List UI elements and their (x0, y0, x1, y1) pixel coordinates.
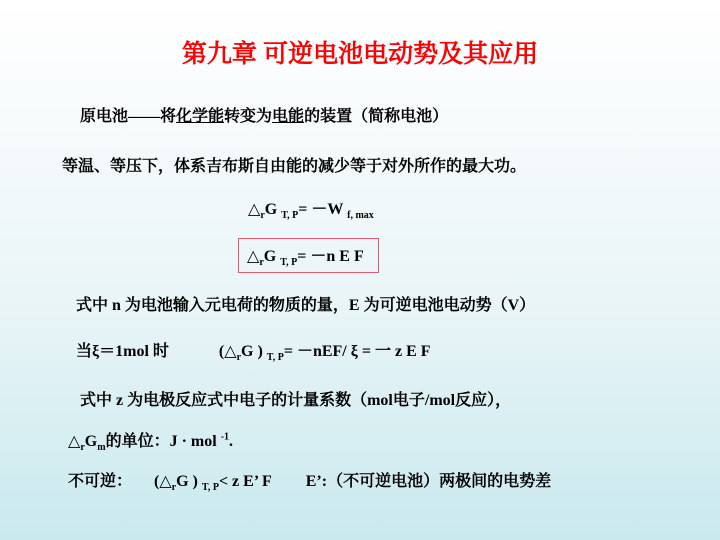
text-segment: < z E’ F (218, 473, 272, 490)
z-explanation: 式中 z 为电极反应式中电子的计量系数（mol电子/mol反应）， (80, 392, 512, 409)
electrical-energy-term: 电能 (272, 108, 305, 125)
delta-symbol: △ (247, 248, 260, 265)
subscript-tp: T, P (281, 210, 299, 222)
text-segment: G ) (176, 473, 198, 490)
text-segment: G ) (241, 343, 263, 360)
delta-symbol: △ (68, 433, 81, 450)
xi-equation-line (76, 338, 431, 363)
galvanic-cell-definition (80, 103, 448, 126)
text-segment: 转变为 (224, 108, 273, 125)
delta-symbol: △ (248, 201, 261, 218)
subscript-r: r (236, 352, 242, 364)
text-segment: 的单位：J · mol (105, 433, 217, 450)
subscript-r: r (171, 482, 177, 494)
subscript-r: r (260, 210, 265, 222)
text-segment: 当ξ＝1mol 时 (76, 343, 169, 360)
equation-rhs: = －n E F (297, 248, 364, 265)
text-segment: 的装置（简称电池） (304, 108, 449, 125)
subscript-m: m (97, 442, 106, 454)
text-segment: = －nEF/ ξ = 一 z E F (283, 343, 431, 360)
subscript-fmax: f, max (347, 210, 374, 222)
irreversible-line (68, 468, 551, 493)
subscript-tp: T, P (266, 352, 284, 364)
units-line (68, 428, 233, 453)
text-segment: 原电池——将 (80, 108, 177, 125)
gibbs-statement: 等温、等压下，体系吉布斯自由能的减少等于对外所作的最大功。 (62, 158, 527, 175)
subscript-r: r (259, 257, 264, 269)
n-e-explanation: 式中 n 为电池输入元电荷的物质的量，E 为可逆电池电动势（V） (76, 297, 536, 314)
symbol-g: G (84, 433, 98, 450)
subscript-r: r (80, 442, 85, 454)
text-segment: (△ (218, 343, 237, 360)
symbol-g: G (264, 201, 278, 218)
page-title: 第九章 可逆电池电动势及其应用 (181, 41, 539, 68)
equation-max-work (248, 196, 374, 221)
equation-rhs: = －W (298, 201, 344, 218)
text-segment: 不可逆： (68, 473, 133, 490)
text-segment: . (229, 433, 234, 450)
text-segment: (△ (154, 473, 172, 490)
subscript-tp: T, P (280, 257, 298, 269)
text-segment: E’:（不可逆电池）两极间的电势差 (305, 473, 552, 490)
superscript-minus-one: -1 (220, 431, 230, 443)
chemical-energy-term: 化学能 (176, 108, 225, 125)
equation-nef-boxed (238, 238, 379, 273)
symbol-g: G (263, 248, 277, 265)
subscript-tp: T, P (201, 482, 219, 494)
